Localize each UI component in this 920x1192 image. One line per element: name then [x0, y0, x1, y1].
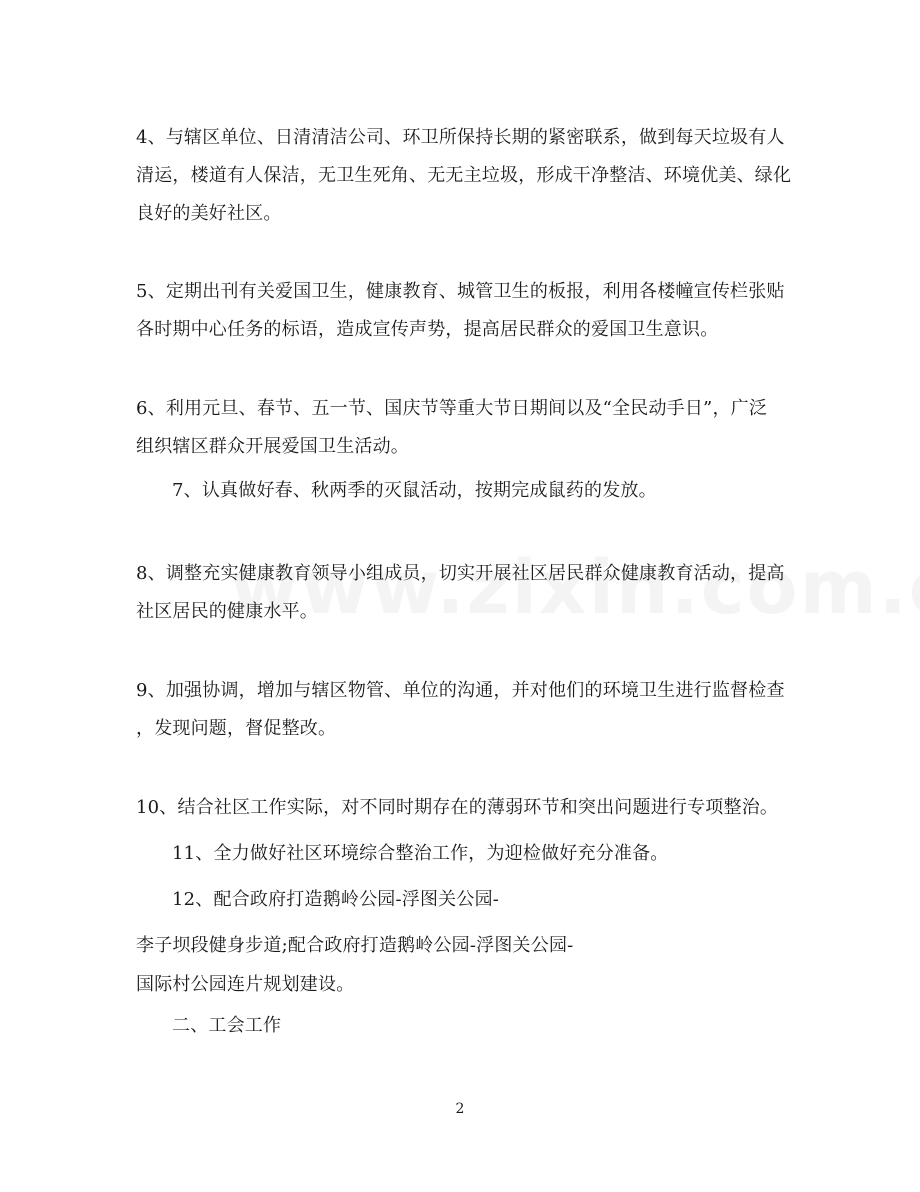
page-number: 2 — [455, 1101, 465, 1117]
watermark — [230, 545, 920, 631]
paragraph-9-line-2: ，发现问题，督促整改。 — [136, 718, 337, 739]
paragraph-6-line-1: 6、利用元旦、春节、五一节、国庆节等重大节日期间以及“全民动手日”，广泛 — [136, 398, 768, 419]
paragraph-9-line-1: 9、加强协调，增加与辖区物管、单位的沟通，并对他们的环境卫生进行监督检查 — [136, 680, 785, 701]
paragraph-4-line-2: 清运，楼道有人保洁，无卫生死角、无无主垃圾，形成干净整洁、环境优美、绿化 — [136, 165, 792, 186]
paragraph-8-line-1: 8、调整充实健康教育领导小组成员，切实开展社区居民群众健康教育活动，提高 — [136, 563, 785, 584]
section-heading-union-work: 二、工会工作 — [172, 1015, 282, 1036]
paragraph-12-line-1: 12、配合政府打造鹅岭公园-浮图关公园- — [172, 889, 500, 910]
paragraph-12-line-3: 国际村公园连片规划建设。 — [136, 974, 355, 995]
paragraph-7-line-1: 7、认真做好春、秋两季的灭鼠活动，按期完成鼠药的发放。 — [172, 480, 657, 501]
paragraph-8-line-2: 社区居民的健康水平。 — [136, 601, 318, 622]
paragraph-10-line-1: 10、结合社区工作实际，对不同时期存在的薄弱环节和突出问题进行专项整治。 — [136, 797, 779, 818]
paragraph-11-line-1: 11、全力做好社区环境综合整治工作，为迎检做好充分准备。 — [172, 843, 669, 864]
paragraph-5-line-1: 5、定期出刊有关爱国卫生，健康教育、城管卫生的板报，利用各楼幢宣传栏张贴 — [136, 281, 785, 302]
paragraph-4-line-1: 4、与辖区单位、日清清洁公司、环卫所保持长期的紧密联系，做到每天垃圾有人 — [136, 127, 785, 148]
paragraph-6-line-2: 组织辖区群众开展爱国卫生活动。 — [136, 436, 409, 457]
paragraph-4-line-3: 良好的美好社区。 — [136, 203, 282, 224]
paragraph-5-line-2: 各时期中心任务的标语，造成宣传声势，提高居民群众的爱国卫生意识。 — [136, 319, 719, 340]
paragraph-12-line-2: 李子坝段健身步道;配合政府打造鹅岭公园-浮图关公园- — [136, 935, 574, 956]
